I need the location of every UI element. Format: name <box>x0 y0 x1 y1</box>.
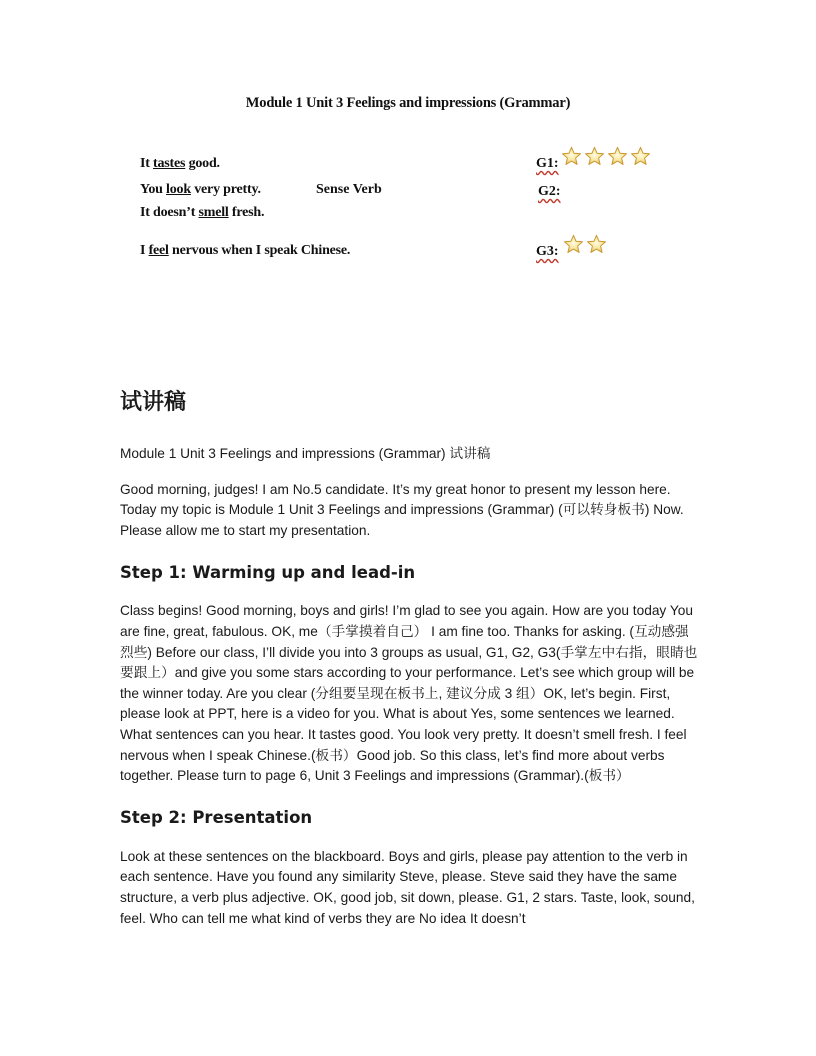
step-1-heading: Step 1: Warming up and lead-in <box>120 563 416 583</box>
sentence-look <box>140 182 261 198</box>
star-icon <box>586 234 607 255</box>
step-2-paragraph: Look at these sentences on the blackboard. Boys and girls, please pay attention to the verb in each sentence. Have you found any similarity Steve, please. Steve said they have the same structure, a verb plus adjective. OK, good job, sit down, please. G1, 2 stars. Taste, look, sound, feel. Who can tell me what kind of verbs they are No idea It doesn’t <box>120 848 695 926</box>
sense-verb-word: smell <box>198 205 229 220</box>
sense-verb-word: feel <box>148 243 169 258</box>
sense-verb-word: tastes <box>153 156 186 171</box>
sense-verb-word: look <box>166 182 191 197</box>
star-icon <box>607 146 628 167</box>
sentence-text: It doesn’t <box>140 205 199 220</box>
sentence-text: very pretty. <box>190 182 261 197</box>
sentence-text: You <box>140 182 167 197</box>
sentence-text: fresh. <box>228 205 265 220</box>
blackboard-section <box>0 0 816 270</box>
group-3-stars <box>563 234 607 255</box>
sentence-text: It <box>140 156 154 171</box>
group-1-stars <box>561 146 651 167</box>
group-3-label: G3: <box>536 244 559 259</box>
star-icon <box>584 146 605 167</box>
step-1-paragraph: Class begins! Good morning, boys and girls! I’m glad to see you again. How are you today You are fine, great, fabulous. OK, me（手掌摸着自己） I am fine too. Thanks for asking. (互动感强烈些) Before our class, I’ll divide you into 3 groups as usual, G1, G2, G3(手掌左中右指，眼睛也要跟上）and give you some stars according to your performance. Let’s see which group will be the winner today. Are you clear (分组要呈现在板书上, 建议分成 3 组）OK, let’s begin. First, please look at PPT, here is a video for you. What is about Yes, some sentences we learned. What sentences can you hear. It tastes good. You look very pretty. It doesn’t smell fresh. I feel nervous when I speak Chinese.(板书）Good job. So this class, let’s find more about verbs together. Please turn to page 6, Unit 3 Feelings and impressions (Grammar).(板书） <box>120 603 698 784</box>
sentence-text: good. <box>185 156 220 171</box>
script-heading: 试讲稿 <box>120 390 187 415</box>
lecture-script <box>120 386 700 929</box>
sentence-feel <box>140 243 350 259</box>
star-icon <box>563 234 584 255</box>
sentence-smell <box>140 205 264 221</box>
script-subtitle: Module 1 Unit 3 Feelings and impressions (Grammar) 试讲稿 <box>120 446 491 461</box>
group-2-label: G2: <box>538 184 561 199</box>
board-title: Module 1 Unit 3 Feelings and impressions (Grammar) <box>245 95 571 111</box>
sentence-text: I <box>140 243 149 258</box>
sentence-text: nervous when I speak Chinese. <box>168 243 351 258</box>
group-1-label: G1: <box>536 156 559 171</box>
intro-paragraph: Good morning, judges! I am No.5 candidate. It’s my great honor to present my lesson here. Today my topic is Module 1 Unit 3 Feelings and impressions (Grammar) (可以转身板书) Now. Please allow me to start my presentation. <box>120 481 684 538</box>
step-2-heading: Step 2: Presentation <box>120 807 313 827</box>
star-icon <box>561 146 582 167</box>
sentence-tastes <box>140 156 220 172</box>
sense-verb-label: Sense Verb <box>316 182 382 197</box>
star-icon <box>630 146 651 167</box>
